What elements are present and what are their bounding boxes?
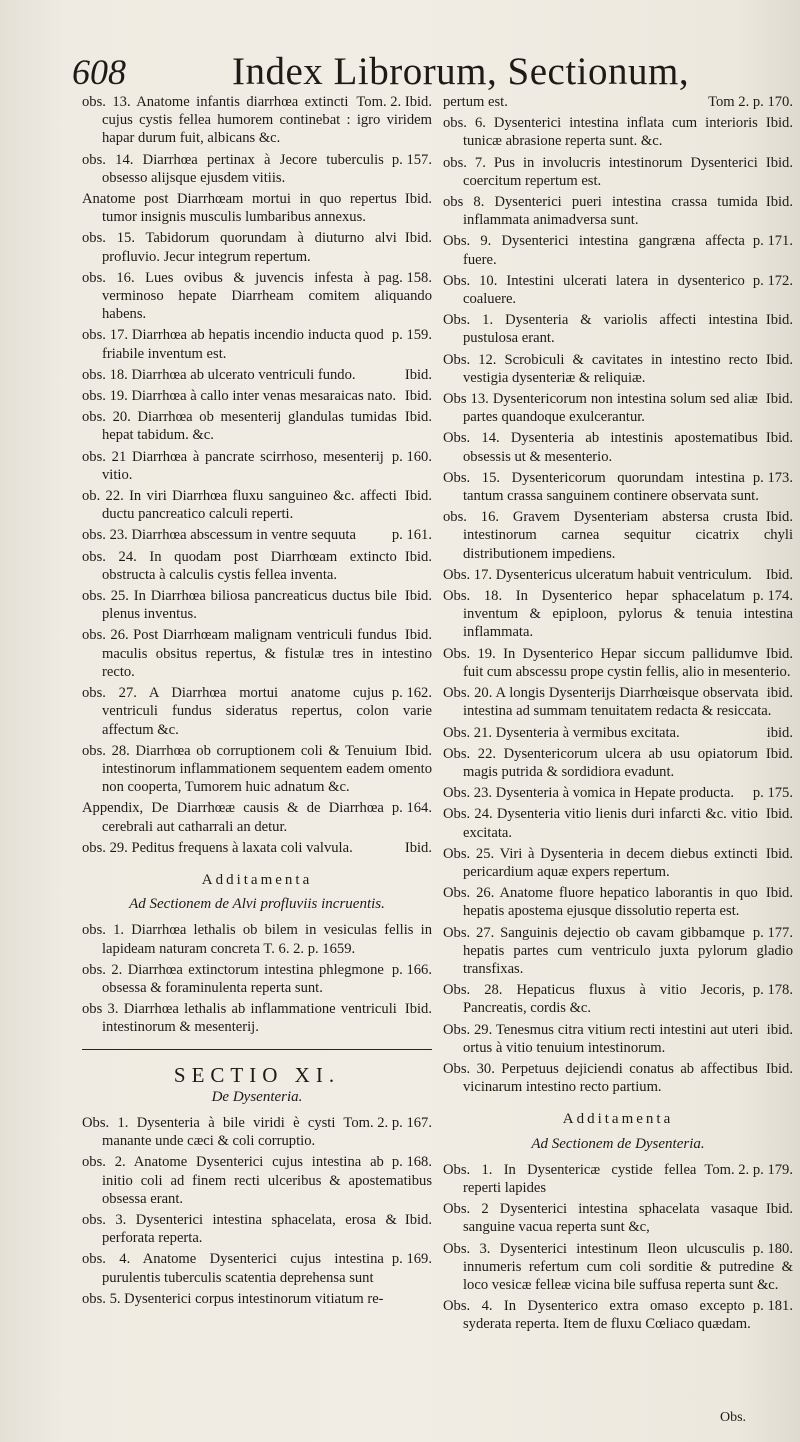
index-entry [443, 981, 793, 1017]
entry-reference: p. 175. [752, 785, 793, 802]
entry-reference: p. 171. [752, 233, 793, 250]
index-entry [443, 1060, 793, 1096]
index-entry [82, 387, 432, 405]
entry-reference: p. 166. [391, 961, 432, 978]
index-entry [82, 921, 432, 957]
left-additamenta-subheading: Ad Sectionem de Alvi profluviis incruentis. [129, 896, 385, 913]
index-entry [443, 724, 793, 742]
running-title: Index Librorum, Sectionum, [232, 50, 690, 93]
index-entry [82, 1250, 432, 1286]
entry-reference: Ibid. [404, 548, 432, 565]
entry-text: Obs. 20. A longis Dysenterijs Diarrhœisque observata intestina ad summam tenuitatem redacta & resiccata. [443, 685, 772, 720]
left-additamenta-entries [82, 921, 432, 1036]
entry-reference: Ibid. [765, 745, 793, 762]
section-heading: SECTIO XI. [173, 1062, 341, 1087]
index-entry [443, 1297, 793, 1333]
entry-text: obs. 4. Anatome Dysenterici cujus intestina purulentis tuberculis scatentia deprehensa sunt [82, 1251, 384, 1286]
entry-text: Obs. 14. Dysenteria ab intestinis apostematibus obsessis ut & mesenterio. [443, 430, 758, 465]
index-entry [443, 845, 793, 881]
index-entry [82, 587, 432, 623]
entry-text: Obs. 3. Dysenterici intestinum Ileon ulcusculis innumeris refertum cum coli sorditie & putredine & loco vesicæ felleæ vicina bile suffusa reperta sunt &c. [443, 1240, 793, 1293]
entry-text: obs. 24. In quodam post Diarrhœam extincto obstructa à calculis cystis fellea inventa. [82, 548, 397, 583]
entry-text: obs. 7. Pus in involucris intestinorum Dysenterici coercitum repertum est. [443, 154, 758, 189]
index-entry [443, 272, 793, 308]
entry-text: Obs. 30. Perpetuus dejiciendi conatus ab affectibus vicinarum intestino recto partium. [443, 1060, 758, 1096]
entry-text: obs. 5. Dysenterici corpus intestinorum vitiatum re- [82, 1290, 384, 1307]
entry-reference: Ibid. [404, 839, 432, 856]
index-entry [443, 193, 793, 229]
index-entry [82, 626, 432, 681]
entry-reference: Ibid. [404, 1211, 432, 1228]
entry-reference: p. 177. [752, 924, 793, 941]
entry-text: Obs. 22. Dysentericorum ulcera ab usu opiatorum magis putrida & sordidiora evadunt. [443, 745, 758, 780]
entry-reference: Tom 2. p. 170. [708, 94, 793, 110]
entry-reference: Ibid. [404, 588, 432, 605]
index-entry [82, 1114, 432, 1150]
index-entry [82, 1000, 432, 1036]
index-entry [443, 93, 793, 111]
entry-text: Obs. 21. Dysenteria à vermibus excitata. [443, 724, 680, 741]
entry-text: obs. 3. Dysenterici intestina sphacelata, erosa & perforata reperta. [82, 1211, 397, 1247]
entry-text: obs. 15. Tabidorum quorundam à diuturno alvi profluvio. Jecur integrum repertum. [82, 230, 397, 265]
entry-text: Obs. 29. Tenesmus citra vitium recti intestini aut uteri ortus à vitio tenuium intestinorum. [443, 1021, 759, 1056]
entry-reference: Ibid. [765, 845, 793, 862]
entry-text: obs 3. Diarrhœa lethalis ab inflammatione ventriculi intestinorum & mesenterij. [82, 1001, 397, 1036]
entry-text: Obs. 23. Dysenteria à vomica in Hepate producta. [443, 785, 734, 802]
entry-reference: Ibid. [404, 742, 432, 759]
right-additamenta-entries [443, 1161, 793, 1334]
entry-reference: Ibid. [765, 430, 793, 447]
index-entry [82, 151, 432, 187]
entry-reference: p. 181. [752, 1298, 793, 1315]
index-entry [443, 784, 793, 802]
entry-text: Obs. 15. Dysentericorum quorundam intestina tantum crassa sanguinem continere observata sunt. [443, 469, 759, 505]
index-entry [443, 684, 793, 720]
left-entries [82, 93, 432, 857]
entry-reference: Ibid. [404, 1001, 432, 1018]
entry-reference: Ibid. [765, 312, 793, 329]
entry-reference: Ibid. [404, 191, 432, 208]
index-entry [82, 408, 432, 444]
index-entry [443, 429, 793, 465]
entry-text: obs. 21 Diarrhœa à pancrate scirrhoso, mesenterij vitio. [82, 448, 384, 483]
entry-reference: p. 161. [391, 527, 432, 544]
index-entry [82, 93, 432, 148]
index-entry [443, 1021, 793, 1057]
index-entry [82, 548, 432, 584]
entry-reference: Ibid. [404, 488, 432, 505]
entry-text: obs. 16. Lues ovibus & juvencis infesta à verminoso hepate Diarrheam comitem aliquando habens. [82, 269, 432, 323]
index-entry [82, 448, 432, 484]
index-entry [443, 805, 793, 841]
section-rule [82, 1049, 432, 1050]
entry-text: obs. 28. Diarrhœa ob corruptionem coli & Tenuium intestinorum inflammationem sequentem eadem omento non cooperta, Tumorem huic adnatum &c. [82, 742, 432, 796]
entry-reference: p. 178. [752, 982, 793, 999]
entry-reference: p. 172. [752, 272, 793, 289]
entry-text: Obs 13. Dysentericorum non intestina solum sed aliæ partes quandoque exulcerantur. [443, 391, 758, 426]
index-entry [443, 1200, 793, 1236]
running-header [0, 50, 800, 96]
entry-text: obs. 6. Dysenterici intestina inflata cum interioris tunicæ abrasione reperta sunt. &c. [443, 115, 758, 150]
entry-reference: p. 168. [391, 1154, 432, 1171]
entry-reference: Ibid. [404, 366, 432, 383]
entry-reference: Ibid. [404, 409, 432, 426]
index-entry [443, 232, 793, 268]
right-additamenta-subheading: Ad Sectionem de Dysenteria. [531, 1135, 705, 1152]
entry-reference: Tom. 2. p. 179. [704, 1161, 793, 1178]
entry-text: Obs. 27. Sanguinis dejectio ob cavam gibbamque hepatis partes cum ventriculo juxta pylorum gladio transfixas. [443, 924, 793, 977]
entry-text: Obs. 9. Dysenterici intestina gangræna affecta fuere. [443, 233, 745, 268]
entry-text: obs. 14. Diarrhœa pertinax à Jecore tuberculis obsesso alijsque ejusdem vitiis. [82, 151, 384, 186]
entry-reference: p. 157. [391, 151, 432, 168]
entry-text: obs. 23. Diarrhœa abscessum in ventre sequuta [82, 527, 356, 544]
entry-reference: Tom. 2. p. 167. [343, 1114, 432, 1131]
entry-text: obs. 1. Diarrhœa lethalis ob bilem in vesiculas fellis in lapideam naturam concreta T. 6. 2. p. 1659. [82, 922, 432, 957]
entry-reference: pag. 158. [378, 269, 432, 286]
entry-reference: p. 160. [391, 448, 432, 465]
index-entry [443, 469, 793, 505]
entry-reference: Ibid. [404, 627, 432, 644]
index-entry [443, 351, 793, 387]
index-entry [443, 390, 793, 426]
entry-reference: p. 180. [752, 1240, 793, 1257]
entry-text: Obs. 17. Dysentericus ulceratum habuit ventriculum. [443, 566, 752, 583]
entry-text: obs. 19. Diarrhœa à callo inter venas mesaraicas nato. [82, 388, 397, 405]
entry-text: ob. 22. In viri Diarrhœa fluxu sanguineo &c. affecti ductu pancreatico calculi reperti. [82, 488, 397, 523]
entry-reference: Ibid. [765, 1060, 793, 1077]
entry-reference: ibid. [766, 1021, 793, 1038]
index-entry [443, 884, 793, 920]
index-entry [443, 645, 793, 681]
entry-reference: Ibid. [404, 388, 432, 405]
entry-text: obs. 26. Post Diarrhœam malignam ventriculi fundus maculis obsitus repertus, & fistulæ tres in intestino recto. [82, 627, 432, 680]
index-entry [82, 190, 432, 226]
left-column [82, 93, 432, 1311]
index-entry [443, 745, 793, 781]
index-entry [82, 1153, 432, 1208]
entry-text: obs. 27. A Diarrhœa mortui anatome cujus ventriculi fundus sideratus repertus, colon varie affectum &c. [82, 685, 432, 738]
entry-reference: p. 162. [391, 685, 432, 702]
entry-reference: Ibid. [765, 154, 793, 171]
entry-reference: ibid. [766, 685, 793, 702]
entry-reference: Ibid. [765, 351, 793, 368]
entry-reference: Ibid. [765, 194, 793, 211]
entry-reference: Ibid. [765, 391, 793, 408]
index-entry [443, 1240, 793, 1295]
page-number: 608 [72, 52, 126, 92]
entry-reference: Ibid. [765, 1201, 793, 1218]
entry-reference: Ibid. [765, 509, 793, 526]
entry-reference: Ibid. [765, 806, 793, 823]
index-entry [82, 269, 432, 324]
entry-text: obs. 2. Diarrhœa extinctorum intestina phlegmone obsessa & foraminulenta reperta sunt. [82, 961, 384, 996]
entry-reference: ibid. [766, 724, 793, 741]
right-additamenta-heading: Additamenta [562, 1111, 674, 1128]
entry-text: obs. 2. Anatome Dysenterici cujus intestina ab initio coli ad finem recti ulceribus & apostematibus obsessa erant. [82, 1154, 432, 1207]
entry-reference: Tom. 2. Ibid. [356, 94, 432, 110]
entry-reference: p. 169. [391, 1251, 432, 1268]
index-entry [82, 326, 432, 362]
left-additamenta-heading: Additamenta [201, 871, 313, 888]
index-entry [82, 229, 432, 265]
entry-text: obs. 18. Diarrhœa ab ulcerato ventriculi fundo. [82, 366, 356, 383]
entry-text: obs. 17. Diarrhœa ab hepatis incendio inducta quod friabile inventum est. [82, 327, 384, 362]
entry-reference: Ibid. [765, 115, 793, 132]
entry-text: obs. 13. Anatome infantis diarrhœa extincti cujus cystis fellea humorem continebat : igro viridem hapar durum fuit, albicans &c. [82, 94, 432, 147]
catchword: Obs. [720, 1410, 747, 1425]
entry-text: Obs. 12. Scrobiculi & cavitates in intestino recto vestigia dysenteriæ & reliquiæ. [443, 351, 758, 386]
index-entry [82, 742, 432, 797]
entry-text: Obs. 1. Dysenteria & variolis affecti intestina pustulosa erant. [443, 312, 758, 347]
entry-reference: p. 164. [391, 800, 432, 817]
entry-reference: p. 159. [391, 327, 432, 344]
entry-text: Obs. 1. Dysenteria à bile viridi è cysti manante unde cæci & coli corruptio. [82, 1114, 336, 1150]
entry-text: pertum est. [443, 94, 508, 110]
index-entry [82, 487, 432, 523]
index-entry [443, 114, 793, 150]
index-entry [82, 839, 432, 857]
entry-text: Obs. 18. In Dysenterico hepar sphacelatum inventum & epiploon, pylorus & tenuia intestina inflammata. [443, 588, 793, 641]
entry-text: obs. 29. Peditus frequens à laxata coli valvula. [82, 839, 353, 856]
entry-reference: p. 174. [752, 588, 793, 605]
entry-text: Obs. 4. In Dysenterico extra omaso excepto syderata reperta. Item de fluxu Cœliaco quædam. [443, 1298, 751, 1333]
entry-text: obs. 20. Diarrhœa ob mesenterij glandulas tumidas hepat tabidum. &c. [82, 409, 397, 444]
index-entry [82, 526, 432, 544]
entry-text: obs 8. Dysenterici pueri intestina crassa tumida inflammata animadversa sunt. [443, 194, 758, 229]
entry-text: Obs. 28. Hepaticus fluxus à vitio Jecoris, Pancreatis, cordis &c. [443, 982, 745, 1017]
entry-text: Obs. 10. Intestini ulcerati latera in dysenterico coaluere. [443, 272, 745, 308]
entry-reference: Ibid. [765, 885, 793, 902]
index-entry [443, 311, 793, 347]
section-entries [82, 1114, 432, 1308]
index-entry [443, 587, 793, 642]
entry-text: Obs. 24. Dysenteria vitio lienis duri infarcti &c. vitio excitata. [443, 806, 758, 841]
entry-text: Obs. 1. In Dysentericæ cystide fellea reperti lapides [443, 1161, 697, 1196]
entry-text: Appendix, De Diarrhœæ causis & de Diarrhœa cerebrali aut catharrali an detur. [82, 800, 384, 835]
entry-text: obs. 25. In Diarrhœa biliosa pancreaticus ductus bile plenus inventus. [82, 588, 397, 623]
index-entry [443, 508, 793, 563]
entry-text: Obs. 26. Anatome fluore hepatico laborantis in quo hepatis apostema ejusque dissolutio reperta est. [443, 885, 758, 920]
entry-reference: Ibid. [765, 645, 793, 662]
index-entry [82, 799, 432, 835]
right-entries [443, 93, 793, 1096]
entry-text: Obs. 25. Viri à Dysenteria in decem diebus extincti pericardium aquæ expers repertum. [443, 845, 758, 880]
entry-text: Anatome post Diarrhœam mortui in quo repertus tumor insignis musculis lumbaribus annexus. [82, 191, 397, 226]
index-entry [82, 961, 432, 997]
index-entry [443, 1161, 793, 1197]
right-column [443, 93, 793, 1337]
entry-reference: p. 173. [752, 469, 793, 486]
index-entry [82, 1211, 432, 1247]
entry-text: obs. 16. Gravem Dysenteriam abstersa crusta intestinorum carnea sequitur cicatrix chyli distributionem impediens. [443, 509, 793, 562]
entry-reference: Ibid. [765, 566, 793, 583]
index-entry [443, 154, 793, 190]
index-entry [82, 684, 432, 739]
index-entry [443, 924, 793, 979]
entry-text: Obs. 19. In Dysenterico Hepar siccum pallidumve fuit cum abscessu prope cystin fellis, alio in mesenterio. [443, 645, 791, 680]
entry-text: Obs. 2 Dysenterici intestina sphacelata vasaque sanguine vacua reperta sunt &c, [443, 1201, 758, 1236]
entry-reference: Ibid. [404, 230, 432, 247]
index-entry [82, 366, 432, 384]
section-subheading: De Dysenteria. [211, 1088, 303, 1105]
index-entry [443, 566, 793, 584]
index-entry [82, 1290, 432, 1308]
